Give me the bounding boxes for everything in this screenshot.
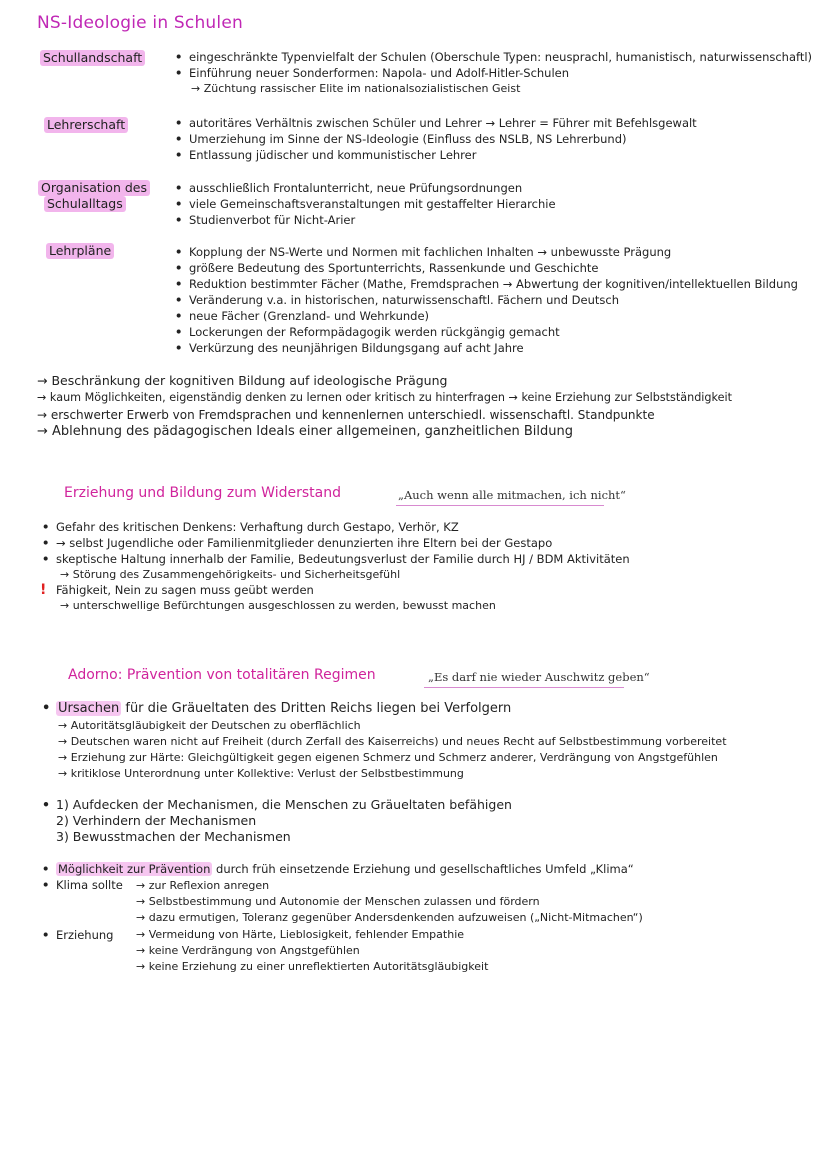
conclusion-line: → Ablehnung des pädagogischen Ideals einer allgemeinen, ganzheitlichen Bildung — [37, 424, 573, 439]
adorno-step: 2) Verhindern der Mechanismen — [56, 813, 257, 828]
adorno-ursachen: • Ursachen für die Gräueltaten des Dritten Reichs liegen bei Verfolgern — [42, 701, 512, 716]
schullandschaft-item: • eingeschränkte Typenvielfalt der Schulen (Oberschule Typen: neusprachl, humanistisch, naturwissenschaftl) — [175, 50, 813, 64]
widerstand-item: • Gefahr des kritischen Denkens: Verhaftung durch Gestapo, Verhör, KZ — [42, 520, 459, 534]
widerstand-item: • → selbst Jugendliche oder Familienmitglieder denunzierten ihre Eltern bei der Gestapo — [42, 536, 553, 550]
organisation-item: • ausschließlich Frontalunterricht, neue Prüfungsordnungen — [175, 181, 523, 195]
ursachen-sub: → Erziehung zur Härte: Gleichgültigkeit gegen eigenen Schmerz und Schmerz anderer, Verdrängung von Angstgefühlen — [58, 751, 718, 764]
schullandschaft-item: • Einführung neuer Sonderformen: Napola- und Adolf-Hitler-Schulen — [175, 66, 570, 80]
exclamation-icon: ! — [40, 582, 47, 598]
quote-adorno: „Es darf nie wieder Auschwitz geben“ — [428, 670, 650, 684]
klima-item: → zur Reflexion anregen — [136, 879, 270, 892]
adorno-praevention: • Möglichkeit zur Prävention durch früh einsetzende Erziehung und gesellschaftliches Umfeld „Klima“ — [42, 862, 634, 876]
lehrplaene-item: • Kopplung der NS-Werte und Normen mit fachlichen Inhalten → unbewusste Prägung — [175, 245, 672, 259]
conclusion-line: → erschwerter Erwerb von Fremdsprachen und kennenlernen unterschiedl. wissenschaftl. Standpunkte — [37, 408, 655, 422]
organisation-item: • Studienverbot für Nicht-Arier — [175, 213, 356, 227]
ursachen-sub: → kritiklose Unterordnung unter Kollektive: Verlust der Selbstbestimmung — [58, 767, 464, 780]
klima-item: → dazu ermutigen, Toleranz gegenüber Andersdenkenden aufzuweisen („Nicht-Mitmachen“) — [136, 911, 643, 924]
klima-label: • Klima sollte — [42, 878, 123, 892]
schullandschaft-sub: → Züchtung rassischer Elite im nationalsozialistischen Geist — [191, 82, 521, 95]
widerstand-item: • skeptische Haltung innerhalb der Familie, Bedeutungsverlust der Familie durch HJ / BDM Aktivitäten — [42, 552, 630, 566]
label-lehrplaene: Lehrpläne — [46, 243, 114, 259]
ursachen-sub: → Autoritätsgläubigkeit der Deutschen zu oberflächlich — [58, 719, 361, 732]
erziehung-item: → keine Erziehung zu einer unreflektierten Autoritätsgläubigkeit — [136, 960, 489, 973]
widerstand-sub: → unterschwellige Befürchtungen ausgeschlossen zu werden, bewusst machen — [60, 599, 496, 612]
organisation-item: • viele Gemeinschaftsveranstaltungen mit gestaffelter Hierarchie — [175, 197, 556, 211]
lehrplaene-item: • neue Fächer (Grenzland- und Wehrkunde) — [175, 309, 430, 323]
adorno-step: 3) Bewusstmachen der Mechanismen — [56, 829, 291, 844]
klima-item: → Selbstbestimmung und Autonomie der Menschen zulassen und fördern — [136, 895, 540, 908]
quote-widerstand: „Auch wenn alle mitmachen, ich nicht“ — [398, 488, 626, 502]
erziehung-label: • Erziehung — [42, 928, 114, 942]
page-title: NS-Ideologie in Schulen — [37, 13, 243, 33]
heading-widerstand: Erziehung und Bildung zum Widerstand — [64, 485, 341, 501]
label-praevention: Möglichkeit zur Prävention — [58, 862, 211, 876]
widerstand-warning: ! Fähigkeit, Nein zu sagen muss geübt werden — [40, 582, 314, 598]
quote-underline — [424, 687, 624, 688]
lehrerschaft-item: • Entlassung jüdischer und kommunistischer Lehrer — [175, 148, 477, 162]
lehrplaene-item: • Verkürzung des neunjährigen Bildungsgang auf acht Jahre — [175, 341, 524, 355]
lehrplaene-item: • Veränderung v.a. in historischen, naturwissenschaftl. Fächern und Deutsch — [175, 293, 619, 307]
lehrplaene-item: • größere Bedeutung des Sportunterrichts, Rassenkunde und Geschichte — [175, 261, 599, 275]
adorno-step: • 1) Aufdecken der Mechanismen, die Menschen zu Gräueltaten befähigen — [42, 797, 512, 812]
label-lehrerschaft: Lehrerschaft — [44, 117, 128, 133]
widerstand-sub: → Störung des Zusammengehörigkeits- und Sicherheitsgefühl — [60, 568, 401, 581]
lehrerschaft-item: • autoritäres Verhältnis zwischen Schüler und Lehrer → Lehrer = Führer mit Befehlsgewalt — [175, 116, 697, 130]
quote-underline — [396, 505, 604, 506]
lehrerschaft-item: • Umerziehung im Sinne der NS-Ideologie (Einfluss des NSLB, NS Lehrerbund) — [175, 132, 627, 146]
heading-adorno: Adorno: Prävention von totalitären Regimen — [68, 667, 376, 683]
erziehung-item: → Vermeidung von Härte, Lieblosigkeit, fehlender Empathie — [136, 928, 465, 941]
erziehung-item: → keine Verdrängung von Angstgefühlen — [136, 944, 360, 957]
label-organisation-line1: Organisation des — [38, 180, 150, 196]
label-ursachen: Ursachen — [58, 701, 120, 716]
conclusion-line: → kaum Möglichkeiten, eigenständig denken zu lernen oder kritisch zu hinterfragen → keine Erziehung zur Selbstständigkeit — [37, 391, 732, 404]
conclusion-line: → Beschränkung der kognitiven Bildung auf ideologische Prägung — [37, 373, 448, 388]
lehrplaene-item: • Reduktion bestimmter Fächer (Mathe, Fremdsprachen → Abwertung der kognitiven/intellektuellen Bildung — [175, 277, 798, 291]
label-organisation-line2: Schulalltags — [44, 196, 126, 212]
lehrplaene-item: • Lockerungen der Reformpädagogik werden rückgängig gemacht — [175, 325, 560, 339]
label-schullandschaft: Schullandschaft — [40, 50, 145, 66]
ursachen-sub: → Deutschen waren nicht auf Freiheit (durch Zerfall des Kaiserreichs) und neues Recht auf Selbstbestimmung vorbereitet — [58, 735, 727, 748]
